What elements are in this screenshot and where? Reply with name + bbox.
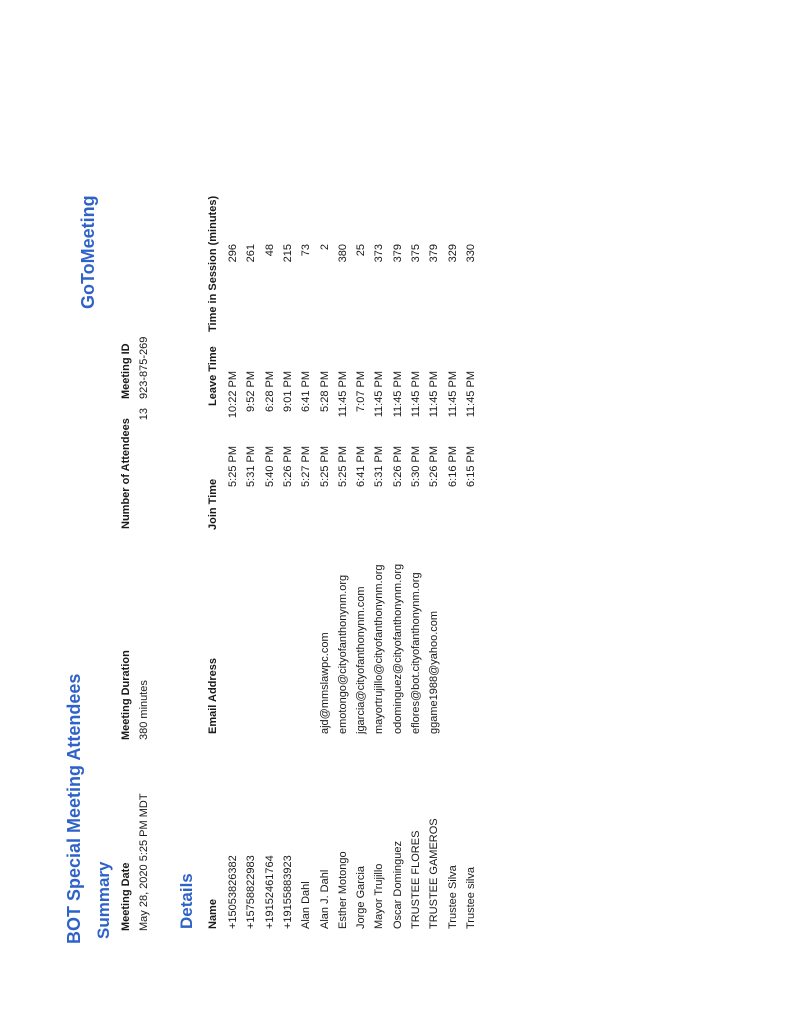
cell-name: Trustee silva xyxy=(464,867,477,929)
cell-name: Jorge Garcia xyxy=(355,866,368,929)
cell-time: 296 xyxy=(227,244,239,263)
cell-email: ggame1988@yahoo.com xyxy=(428,610,441,734)
cell-email: jgarcia@cityofanthonynm.com xyxy=(355,586,368,734)
cell-name: Esther Motongo xyxy=(336,851,349,929)
cell-join: 5:26 PM xyxy=(391,446,404,487)
cell-email: odominguez@cityofanthonynm.org xyxy=(391,563,404,734)
attendees-label: Number of Attendees xyxy=(120,418,132,529)
col-header-email: Email Address xyxy=(207,657,219,734)
meeting-duration-label: Meeting Duration xyxy=(120,650,132,740)
cell-leave: 11:45 PM xyxy=(446,371,459,418)
gotomeeting-logo: GoToMeeting xyxy=(78,195,98,309)
cell-join: 5:25 PM xyxy=(318,446,331,487)
cell-time: 373 xyxy=(373,244,386,263)
cell-name: TRUSTEE FLORES xyxy=(410,830,422,929)
col-header-join: Join Time xyxy=(207,478,219,530)
meeting-date-value: May 28, 2020 5:25 PM MDT xyxy=(138,793,150,931)
cell-time: 261 xyxy=(245,244,258,263)
cell-time: 380 xyxy=(336,244,349,263)
cell-time: 330 xyxy=(464,244,477,263)
cell-time: 329 xyxy=(446,244,459,263)
cell-join: 5:40 PM xyxy=(263,446,276,487)
cell-email: ajd@mmslawpc.com xyxy=(318,632,331,734)
cell-leave: 9:52 PM xyxy=(245,371,258,412)
cell-leave: 6:41 PM xyxy=(300,371,313,412)
cell-name: Mayor Trujillo xyxy=(373,863,386,929)
meeting-id-label: Meeting ID xyxy=(120,343,132,399)
cell-join: 5:27 PM xyxy=(300,446,313,487)
cell-name: +19152461764 xyxy=(263,855,276,929)
col-header-leave: Leave Time xyxy=(207,346,219,406)
cell-time: 25 xyxy=(355,244,368,257)
cell-time: 379 xyxy=(391,244,404,263)
cell-leave: 11:45 PM xyxy=(428,371,441,418)
cell-name: +19155883923 xyxy=(281,855,294,929)
cell-leave: 11:45 PM xyxy=(464,371,477,418)
cell-join: 5:25 PM xyxy=(336,446,349,487)
cell-name: +15758822983 xyxy=(245,855,258,929)
summary-heading: Summary xyxy=(94,861,113,939)
cell-name: Oscar Dominguez xyxy=(391,840,404,929)
cell-join: 5:26 PM xyxy=(281,446,294,487)
cell-leave: 9:01 PM xyxy=(281,371,294,412)
cell-leave: 7:07 PM xyxy=(355,371,368,412)
cell-name: +15053826382 xyxy=(227,855,239,929)
cell-time: 73 xyxy=(300,244,313,257)
meeting-date-label: Meeting Date xyxy=(120,862,132,931)
cell-join: 5:25 PM xyxy=(227,446,239,487)
cell-leave: 11:45 PM xyxy=(373,371,386,418)
meeting-duration-value: 380 minutes xyxy=(138,680,150,740)
document-title: BOT Special Meeting Attendees xyxy=(64,673,84,944)
cell-join: 6:41 PM xyxy=(355,446,368,487)
col-header-name: Name xyxy=(207,899,219,929)
cell-time: 48 xyxy=(263,244,276,257)
details-heading: Details xyxy=(177,873,196,929)
attendees-value: 13 xyxy=(138,408,150,421)
cell-name: Alan J. Dahl xyxy=(318,869,331,929)
cell-time: 2 xyxy=(318,244,331,251)
cell-leave: 11:45 PM xyxy=(391,371,404,418)
cell-leave: 11:45 PM xyxy=(336,371,349,418)
cell-time: 375 xyxy=(410,244,422,263)
cell-leave: 11:45 PM xyxy=(410,371,422,418)
cell-name: Alan Dahl xyxy=(300,881,313,929)
cell-join: 5:30 PM xyxy=(410,446,422,487)
cell-name: TRUSTEE GAMEROS xyxy=(428,818,441,929)
cell-time: 215 xyxy=(281,244,294,263)
cell-join: 5:26 PM xyxy=(428,446,441,487)
cell-time: 379 xyxy=(428,244,441,263)
cell-leave: 10:22 PM xyxy=(227,371,239,419)
meeting-id-value: 923-875-269 xyxy=(138,336,150,399)
cell-join: 6:16 PM xyxy=(446,446,459,487)
cell-join: 6:15 PM xyxy=(464,446,477,487)
cell-join: 5:31 PM xyxy=(245,446,258,487)
col-header-time: Time in Session (minutes) xyxy=(207,195,219,332)
cell-leave: 5:28 PM xyxy=(318,371,331,412)
cell-name: Trustee Silva xyxy=(446,865,459,929)
cell-email: eflores@bot.cityofanthonynm.org xyxy=(410,572,422,734)
cell-email: mayortrujillo@cityofanthonynm.org xyxy=(373,564,386,734)
cell-email: emotongo@cityofanthonynm.org xyxy=(336,574,349,734)
cell-leave: 6:28 PM xyxy=(263,371,276,412)
cell-join: 5:31 PM xyxy=(373,446,386,487)
